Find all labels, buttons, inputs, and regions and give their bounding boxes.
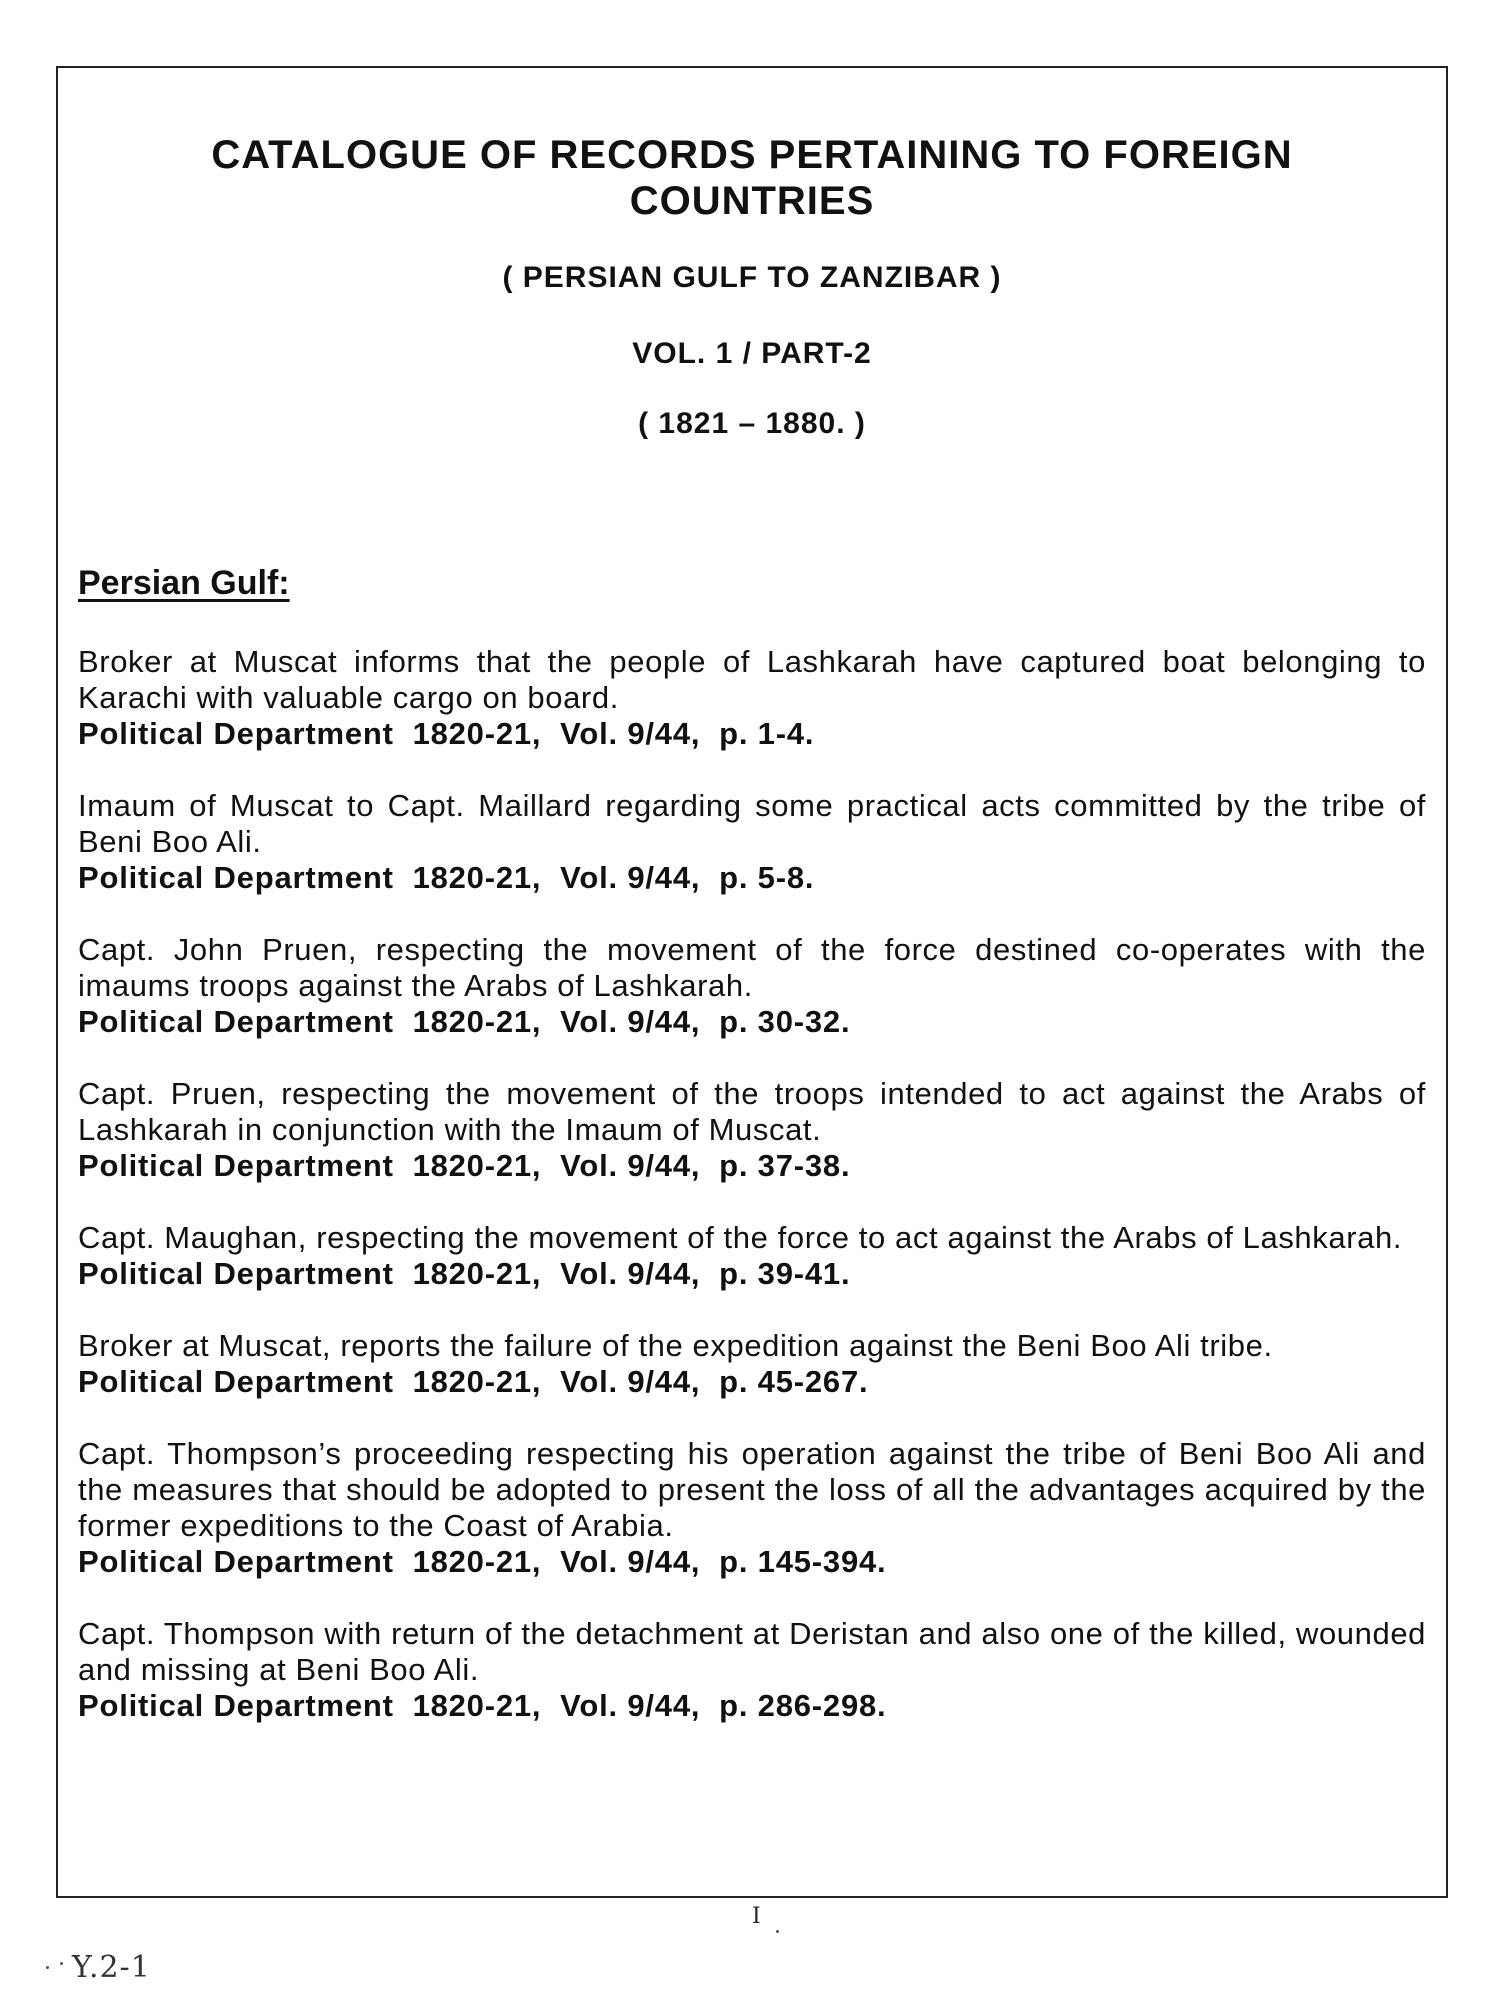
- page-mark: I: [752, 1904, 761, 1929]
- section-heading: Persian Gulf:: [78, 564, 290, 602]
- page-border: [56, 66, 1448, 1898]
- volume-label: VOL. 1 / PART-2: [632, 337, 872, 370]
- entry-reference: Political Department 1820-21, Vol. 9/44, p. 286-298.: [78, 1688, 887, 1723]
- list-item: [78, 1436, 1426, 1580]
- scan-speck: [60, 1962, 63, 1965]
- entry-list: [78, 644, 1426, 1760]
- entry-reference: Political Department 1820-21, Vol. 9/44, p. 5-8.: [78, 860, 815, 895]
- entry-description: Capt. Thompson with return of the detachment at Deristan and also one of the killed, wounded and missing at Beni Boo Ali.: [78, 1616, 1426, 1687]
- years-range: ( 1821 – 1880. ): [638, 407, 866, 440]
- region-subtitle: ( PERSIAN GULF TO ZANZIBAR ): [502, 261, 1002, 294]
- list-item: [78, 932, 1426, 1040]
- entry-reference: Political Department 1820-21, Vol. 9/44, p. 45-267.: [78, 1364, 869, 1399]
- list-item: [78, 1220, 1426, 1292]
- entry-reference: Political Department 1820-21, Vol. 9/44, p. 30-32.: [78, 1004, 851, 1039]
- list-item: [78, 788, 1426, 896]
- list-item: [78, 1616, 1426, 1724]
- scan-speck: [46, 1966, 49, 1969]
- scan-speck: [776, 1930, 779, 1933]
- entry-reference: Political Department 1820-21, Vol. 9/44, p. 39-41.: [78, 1256, 851, 1291]
- folio-number: Y.2-1: [72, 1950, 151, 1985]
- entry-reference: Political Department 1820-21, Vol. 9/44, p. 1-4.: [78, 716, 815, 751]
- document-title: CATALOGUE OF RECORDS PERTAINING TO FOREIGN COUNTRIES: [211, 133, 1293, 223]
- entry-reference: Political Department 1820-21, Vol. 9/44, p. 145-394.: [78, 1544, 887, 1579]
- entry-description: Capt. Thompson’s proceeding respecting his operation against the tribe of Beni Boo Ali and the measures that should be adopted to present the loss of all the advantages acquired by the former expeditions to the Coast of Arabia.: [78, 1436, 1426, 1543]
- entry-description: Imaum of Muscat to Capt. Maillard regarding some practical acts committed by the tribe of Beni Boo Ali.: [78, 788, 1426, 859]
- entry-description: Broker at Muscat informs that the people of Lashkarah have captured boat belonging to Karachi with valuable cargo on board.: [78, 644, 1426, 715]
- entry-description: Capt. Pruen, respecting the movement of the troops intended to act against the Arabs of Lashkarah in conjunction with the Imaum of Muscat.: [78, 1076, 1426, 1147]
- list-item: [78, 644, 1426, 752]
- list-item: [78, 1328, 1426, 1400]
- entry-description: Capt. John Pruen, respecting the movement of the force destined co-operates with the imaums troops against the Arabs of Lashkarah.: [78, 932, 1426, 1003]
- entry-description: Capt. Maughan, respecting the movement of the force to act against the Arabs of Lashkarah.: [78, 1220, 1403, 1255]
- entry-description: Broker at Muscat, reports the failure of the expedition against the Beni Boo Ali tribe.: [78, 1328, 1273, 1363]
- entry-reference: Political Department 1820-21, Vol. 9/44, p. 37-38.: [78, 1148, 851, 1183]
- list-item: [78, 1076, 1426, 1184]
